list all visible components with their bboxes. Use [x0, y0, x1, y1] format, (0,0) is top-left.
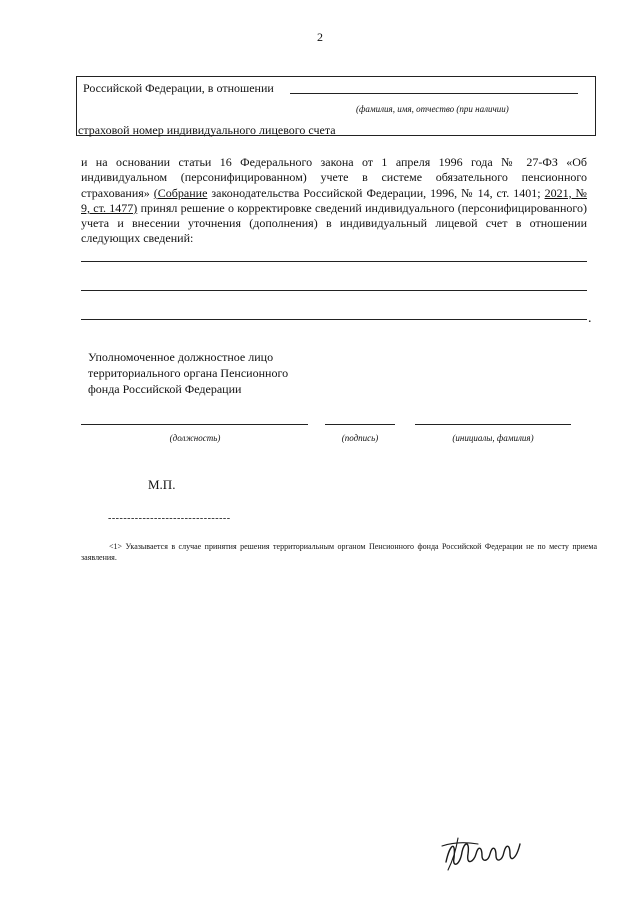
fio-hint: (фамилия, имя, отчество (при наличии): [356, 104, 509, 114]
name-line: [415, 424, 571, 425]
official-title: [88, 349, 288, 397]
signature-label: (подпись): [341, 433, 379, 443]
position-line: [81, 424, 308, 425]
position-label: (должность): [169, 433, 221, 443]
official-line-1: Уполномоченное должностное лицо: [88, 350, 274, 364]
details-line-1: [81, 261, 587, 262]
para-part-3: законодательства Российской Федерации, 1996, № 14, ст. 1401;: [211, 185, 541, 200]
para-part-5: принял решение о корректировке сведений индивидуального (персонифицированного) учета и внесении уточнения (дополнения) в индивидуальный лицевой счет в отношении следующих сведений:: [81, 200, 587, 246]
box-line-federation: Российской Федерации, в отношении: [83, 81, 274, 95]
official-line-2: территориального органа Пенсионного: [88, 366, 289, 380]
page-number: 2: [317, 30, 323, 44]
name-label: (инициалы, фамилия): [452, 433, 534, 443]
box-line-snils: страховой номер индивидуального лицевого счета: [78, 123, 336, 137]
stamp-place: М.П.: [148, 477, 176, 492]
details-line-3: [81, 319, 587, 320]
signature-line: [325, 424, 395, 425]
para-part-1: и на основании статьи 16 Федерального закона от 1 апреля 1996 года № 27-ФЗ «Об индивидуальном (персонифицированном) учете в системе обязательного пенсионного страхования»: [81, 155, 587, 200]
footnote-text: <1> Указывается в случае принятия решения территориальным органом Пенсионного фонда Российской Федерации не по месту приема заявления.: [81, 542, 597, 562]
decision-paragraph: [81, 155, 587, 247]
para-part-2: (Собрание: [153, 185, 208, 200]
para-part-4: 2021, № 9, ст. 1477): [81, 185, 588, 215]
handwritten-signature: [440, 832, 530, 872]
fio-fill-line: [290, 93, 578, 94]
footnote-separator: --------------------------------: [108, 513, 231, 524]
details-line-2: [81, 290, 587, 291]
details-period: .: [588, 311, 592, 326]
official-line-3: фонда Российской Федерации: [88, 382, 242, 396]
